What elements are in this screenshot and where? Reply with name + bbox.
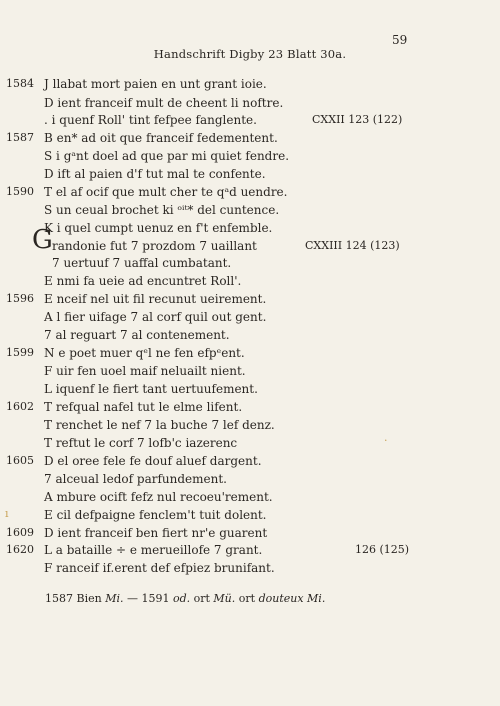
line-number: 1599	[6, 346, 34, 359]
verse-line	[0, 382, 500, 402]
verse-text: L a bataille ÷ e merueillofe 7 grant.	[44, 543, 263, 557]
verse-text: F uir fen uoel maif neluailt nient.	[44, 364, 246, 378]
verse-text: D ient franceif mult de cheent li noftre.	[44, 96, 284, 110]
line-number: 1596	[6, 292, 34, 305]
verse-text: T renchet le nef 7 la buche 7 lef denz.	[44, 418, 275, 432]
verse-line	[0, 149, 500, 169]
verse-text: F ranceif if.erent def efpiez brunifant.	[44, 561, 275, 575]
verse-text: E nceif nel uit fil recunut ueirement.	[44, 292, 267, 306]
line-number: 1590	[6, 185, 34, 198]
verse-line	[0, 561, 500, 581]
verse-text: 7 alceual ledof parfundement.	[44, 472, 227, 486]
line-number: 1602	[6, 400, 34, 413]
verse-text: . i quenf Roll' tint fefpee fanglente.	[44, 113, 257, 127]
verse-line	[0, 310, 500, 330]
verse-text: B en* ad oit que franceif fedementent.	[44, 131, 278, 145]
page-header: Handschrift Digby 23 Blatt 30a.	[153, 47, 347, 61]
verse-line	[0, 167, 500, 187]
verse-text: 7 al reguart 7 al contenement.	[44, 328, 230, 342]
verse-text: D ient franceif ben fiert nr'e guarent	[44, 526, 268, 540]
page-number: 59	[392, 33, 408, 47]
verse-text: randonie fut 7 prozdom 7 uaillant	[52, 239, 257, 253]
verse-line	[0, 400, 500, 420]
verse-line	[0, 274, 500, 294]
margin-mark: ·	[384, 434, 388, 447]
line-number: 1605	[6, 454, 34, 467]
verse-text: T reftut le corf 7 lofb'c iazerenc	[44, 436, 238, 450]
verse-line	[0, 472, 500, 492]
verse-text: J llabat mort paien en unt grant ioie.	[44, 77, 267, 91]
verse-line	[0, 256, 500, 276]
verse-line	[0, 221, 500, 241]
verse-text: E cil defpaigne fenclem't tuit dolent.	[44, 508, 267, 522]
verse-text: S un ceual brochet ki ᵒⁱᵗ* del cuntence.	[44, 203, 280, 217]
line-number: 1609	[6, 526, 34, 539]
verse-line	[0, 364, 500, 384]
verse-line	[0, 113, 500, 133]
verse-text: A mbure ocift fefz nul recoeu'rement.	[44, 490, 273, 504]
verse-line	[0, 436, 500, 456]
verse-line	[0, 346, 500, 366]
laisse-reference: CXXII 123 (122)	[312, 113, 403, 126]
verse-text: N e poet muer qᵉl ne fen efpᵉent.	[44, 346, 245, 360]
verse-line	[0, 418, 500, 438]
verse-text: D ift al paien d'f tut mal te confente.	[44, 167, 266, 181]
verse-line	[0, 543, 500, 563]
laisse-reference: CXXIII 124 (123)	[305, 239, 400, 252]
line-number: 1584	[6, 77, 34, 90]
margin-mark: ı	[5, 507, 9, 520]
verse-line	[0, 185, 500, 205]
verse-text: T refqual nafel tut le elme lifent.	[44, 400, 243, 414]
verse-line	[0, 131, 500, 151]
verse-text: A l fier uifage 7 al corf quil out gent.	[44, 310, 267, 324]
verse-text: E nmi fa ueie ad encuntret Roll'.	[44, 274, 242, 288]
verse-line	[0, 292, 500, 312]
verse-text: K i quel cumpt uenuz en f't enfemble.	[44, 221, 273, 235]
verse-line	[0, 454, 500, 474]
verse-text: D el oree fele fe douf aluef dargent.	[44, 454, 262, 468]
verse-line	[0, 508, 500, 528]
verse-line	[0, 328, 500, 348]
laisse-reference: 126 (125)	[355, 543, 410, 556]
verse-text: S i gᵃnt doel ad que par mi quiet fendre.	[44, 149, 290, 163]
verse-text: 7 uertuuf 7 uaffal cumbatant.	[52, 256, 232, 270]
verse-line	[0, 490, 500, 510]
line-number: 1587	[6, 131, 34, 144]
line-number: 1620	[6, 543, 34, 556]
verse-text: T el af ocif que mult cher te qᵃd uendre.	[44, 185, 288, 199]
decorated-initial: G	[32, 225, 53, 255]
verse-line	[0, 77, 500, 97]
verse-text: L iquenf le fiert tant uertuufement.	[44, 382, 258, 396]
verse-line	[0, 203, 500, 223]
footnote: 1587 Bien Mi. — 1591 od. ort Mü. ort douteux Mi.	[45, 592, 326, 605]
